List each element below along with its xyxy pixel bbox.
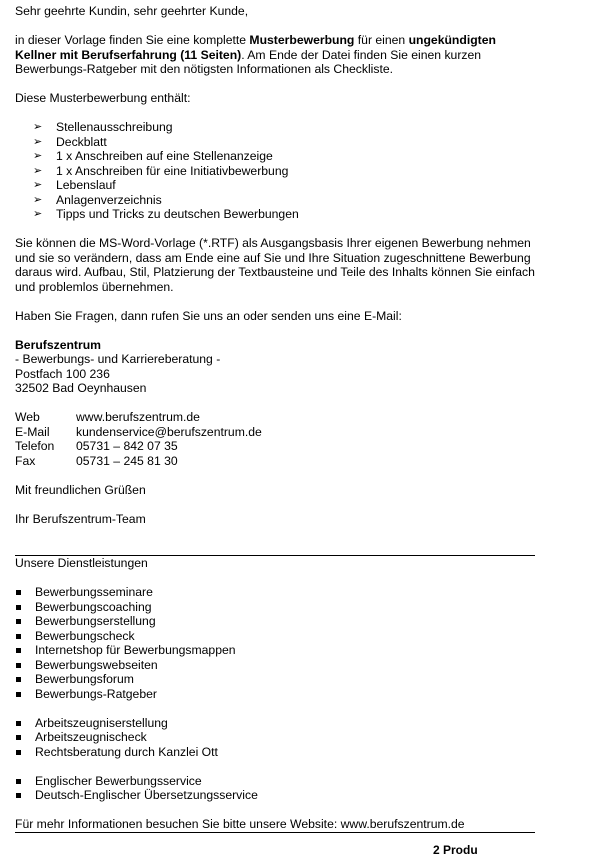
- list-item: Arbeitszeugnischeck: [15, 730, 535, 745]
- arrow-bullet-icon: ➢: [33, 121, 43, 133]
- square-bullet-icon: [16, 677, 21, 682]
- list-item: ➢ 1 x Anschreiben für eine Initiativbewerbung: [33, 163, 289, 178]
- list-item: ➢ Deckblatt: [33, 134, 107, 149]
- intro-paragraph: in dieser Vorlage finden Sie eine komplette Musterbewerbung für einen ungekündigten Kellner mit Berufserfahrung (11 Seiten). Am Ende der Datei finden Sie einen kurzen Bewerbungs-Ratgeber mit den nötigsten Informationen als Checkliste.: [15, 33, 496, 76]
- contact-row-email: E-Mail kundenservice@berufszentrum.de: [15, 424, 262, 439]
- list-item: ➢ 1 x Anschreiben auf eine Stellenanzeige: [33, 149, 273, 163]
- square-bullet-icon: [16, 619, 21, 624]
- list-item: Bewerbungscheck: [15, 629, 535, 644]
- greeting: Sehr geehrte Kundin, sehr geehrter Kunde,: [15, 4, 249, 18]
- list-item: ➢ Anlagenverzeichnis: [33, 192, 162, 207]
- list-item: ➢ Tipps und Tricks zu deutschen Bewerbungen: [33, 207, 299, 221]
- square-bullet-icon: [16, 750, 21, 755]
- usage-paragraph: Sie können die MS-Word-Vorlage (*.RTF) als Ausgangsbasis Ihrer eigenen Bewerbung nehmen und sie so verändern, dass am Ende eine auf Sie und Ihre Situation zugeschnittene Bewerbung daraus wird. Aufbau, Stil, Platzierung der Textbausteine und Teile des Inhalts können Sie einfach und problemlos übernehmen.: [15, 236, 535, 294]
- phone-number: 05731 – 842 07 35: [76, 439, 178, 453]
- list-item: Deutsch-Englischer Übersetzungsservice: [15, 788, 535, 803]
- list-item: Bewerbungswebseiten: [15, 658, 535, 673]
- arrow-bullet-icon: ➢: [33, 208, 43, 220]
- contact-row-web: Web www.berufszentrum.de: [15, 410, 200, 424]
- arrow-bullet-icon: ➢: [33, 135, 43, 148]
- company-tagline: - Bewerbungs- und Karriereberatung -: [15, 352, 221, 366]
- job-title: ungekündigten Kellner mit Berufserfahrung (11 Seiten): [15, 33, 496, 62]
- arrow-bullet-icon: ➢: [33, 193, 43, 206]
- company-name: Berufszentrum: [15, 337, 102, 352]
- services-list-english: [15, 774, 535, 803]
- closing: Mit freundlichen Grüßen: [15, 482, 146, 497]
- arrow-bullet-icon: ➢: [33, 179, 43, 191]
- address-city: 32502 Bad Oeynhausen: [15, 381, 147, 395]
- list-item: ➢ Lebenslauf: [33, 178, 116, 192]
- fax-number: 05731 – 245 81 30: [76, 453, 178, 468]
- contact-row-fax: Fax 05731 – 245 81 30: [15, 453, 178, 468]
- square-bullet-icon: [16, 779, 21, 784]
- arrow-bullet-icon: ➢: [33, 150, 43, 162]
- divider: [15, 832, 535, 833]
- list-item: Bewerbungsseminare: [15, 585, 535, 600]
- list-item: Rechtsberatung durch Kanzlei Ott: [15, 745, 535, 760]
- questions-paragraph: Haben Sie Fragen, dann rufen Sie uns an oder senden uns eine E-Mail:: [15, 308, 402, 323]
- more-info-text: Für mehr Informationen besuchen Sie bitte unsere Website: www.berufszentrum.de: [15, 817, 465, 831]
- website-link[interactable]: www.berufszentrum.de: [76, 410, 200, 424]
- signature: Ihr Berufszentrum-Team: [15, 511, 146, 526]
- square-bullet-icon: [16, 590, 21, 595]
- list-item: Englischer Bewerbungsservice: [15, 774, 535, 789]
- address-street: Postfach 100 236: [15, 366, 110, 381]
- product-name: Musterbewerbung: [249, 33, 355, 47]
- list-item: ➢ Stellenausschreibung: [33, 120, 173, 134]
- arrow-bullet-icon: ➢: [33, 164, 43, 177]
- contact-row-phone: Telefon 05731 – 842 07 35: [15, 439, 178, 453]
- list-item: Bewerbungsforum: [15, 672, 535, 687]
- email-link[interactable]: kundenservice@berufszentrum.de: [76, 424, 262, 439]
- contents-list: [15, 120, 535, 222]
- square-bullet-icon: [16, 648, 21, 653]
- square-bullet-icon: [16, 721, 21, 726]
- services-list-applications: [15, 585, 535, 701]
- square-bullet-icon: [16, 793, 21, 798]
- list-item: Bewerbungs-Ratgeber: [15, 687, 535, 702]
- contact-block: [15, 410, 535, 468]
- square-bullet-icon: [16, 605, 21, 610]
- services-heading: Unsere Dienstleistungen: [15, 556, 148, 570]
- list-item: Bewerbungscoaching: [15, 600, 535, 615]
- services-list-references: [15, 716, 535, 760]
- letter-page: [15, 4, 535, 833]
- footer-fragment: 2 Produ: [433, 843, 478, 857]
- address-block: [15, 338, 535, 396]
- list-item: Internetshop für Bewerbungsmappen: [15, 643, 535, 658]
- square-bullet-icon: [16, 735, 21, 740]
- square-bullet-icon: [16, 634, 21, 639]
- list-item: Bewerbungserstellung: [15, 614, 535, 629]
- square-bullet-icon: [16, 663, 21, 668]
- contents-heading: Diese Musterbewerbung enthält:: [15, 91, 191, 105]
- square-bullet-icon: [16, 692, 21, 697]
- list-item: Arbeitszeugniserstellung: [15, 716, 535, 731]
